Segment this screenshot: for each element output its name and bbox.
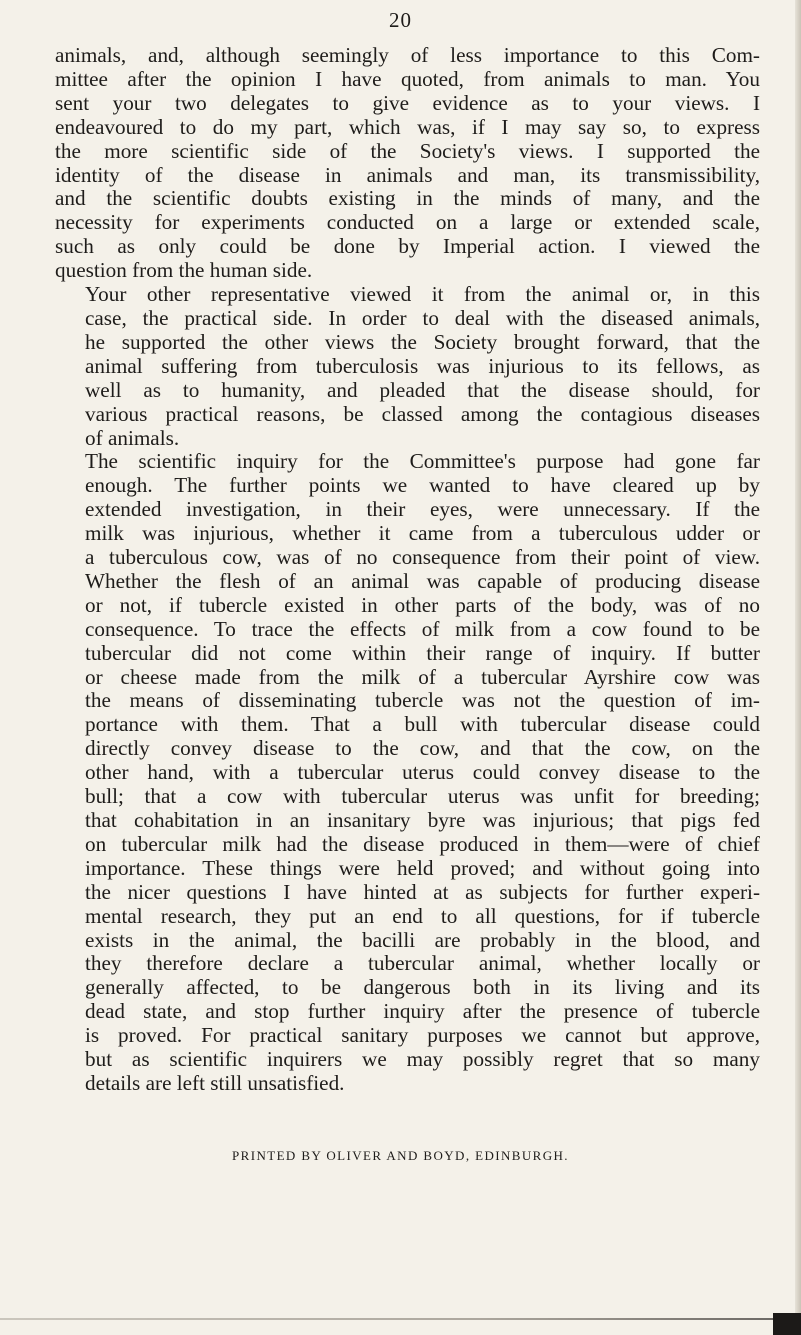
text-line: and the scientific doubts existing in the minds of many, and the <box>55 186 760 211</box>
page-number: 20 <box>389 8 412 32</box>
text-line: directly convey disease to the cow, and that the cow, on the <box>85 736 760 761</box>
text-line: case, the practical side. In order to deal with the diseased animals, <box>85 305 760 330</box>
text-line: he supported the other views the Society brought forward, that the <box>85 329 760 354</box>
text-line: identity of the disease in animals and man, its transmissibility, <box>55 162 760 187</box>
paragraph-1 <box>55 44 760 283</box>
text-line: consequence. To trace the effects of milk from a cow found to be <box>85 616 760 641</box>
text-line: well as to humanity, and pleaded that the disease should, for <box>85 377 760 402</box>
page-bottom-edge <box>0 1318 801 1320</box>
text-line: sent your two delegates to give evidence as to your views. I <box>55 90 760 115</box>
text-line: but as scientific inquirers we may possibly regret that so many <box>85 1047 760 1072</box>
scan-corner-mark <box>773 1313 801 1335</box>
text-line: milk was injurious, whether it came from a tuberculous udder or <box>85 521 760 546</box>
text-line: such as only could be done by Imperial action. I viewed the <box>55 234 760 259</box>
text-line: or not, if tubercle existed in other parts of the body, was of no <box>85 592 760 617</box>
text-line: exists in the animal, the bacilli are probably in the blood, and <box>85 927 760 952</box>
text-line: the means of disseminating tubercle was not the question of im- <box>85 688 760 713</box>
text-line: they therefore declare a tubercular animal, whether locally or <box>85 951 760 976</box>
page-right-edge <box>795 0 801 1335</box>
text-line: of animals. <box>85 425 180 450</box>
text-line: Whether the flesh of an animal was capable of producing disease <box>85 568 760 593</box>
text-line: a tuberculous cow, was of no consequence from their point of view. <box>85 545 760 570</box>
text-line: details are left still unsatisfied. <box>85 1070 345 1095</box>
text-line: various practical reasons, be classed among the contagious diseases <box>85 401 760 426</box>
text-line: or cheese made from the milk of a tubercular Ayrshire cow was <box>85 664 760 689</box>
text-line: is proved. For practical sanitary purposes we cannot but approve, <box>85 1023 760 1048</box>
text-line: other hand, with a tubercular uterus could convey disease to the <box>85 760 760 785</box>
body-text <box>55 44 760 1096</box>
text-line: The scientific inquiry for the Committee's purpose had gone far <box>85 449 760 474</box>
text-line: enough. The further points we wanted to have cleared up by <box>85 473 760 498</box>
text-line: animals, and, although seemingly of less importance to this Com- <box>55 43 760 67</box>
text-line: on tubercular milk had the disease produced in them—were of chief <box>85 831 760 856</box>
text-line: endeavoured to do my part, which was, if I may say so, to express <box>55 114 760 139</box>
text-line: the nicer questions I have hinted at as subjects for further experi- <box>85 879 760 904</box>
text-line: dead state, and stop further inquiry after the presence of tubercle <box>85 999 760 1024</box>
text-line: bull; that a cow with tubercular uterus was unfit for breeding; <box>85 784 760 809</box>
printer-colophon: PRINTED BY OLIVER AND BOYD, EDINBURGH. <box>232 1148 569 1163</box>
text-line: extended investigation, in their eyes, were unnecessary. If the <box>85 497 760 522</box>
text-line: importance. These things were held proved; and without going into <box>85 855 760 880</box>
text-line: necessity for experiments conducted on a large or extended scale, <box>55 210 760 235</box>
paragraph-2 <box>55 283 760 450</box>
text-line: portance with them. That a bull with tubercular disease could <box>85 712 760 737</box>
text-line: tubercular did not come within their range of inquiry. If butter <box>85 640 760 665</box>
text-line: that cohabitation in an insanitary byre was injurious; that pigs fed <box>85 808 760 832</box>
text-line: animal suffering from tuberculosis was injurious to its fellows, as <box>85 353 760 378</box>
paragraph-3 <box>55 450 760 1095</box>
text-line: the more scientific side of the Society's views. I supported the <box>55 138 760 163</box>
text-line: Your other representative viewed it from the animal or, in this <box>85 282 760 307</box>
text-line: mittee after the opinion I have quoted, from animals to man. You <box>55 66 760 91</box>
text-line: generally affected, to be dangerous both in its living and its <box>85 975 760 1000</box>
text-line: question from the human side. <box>55 258 313 283</box>
text-line: mental research, they put an end to all questions, for if tubercle <box>85 903 760 928</box>
